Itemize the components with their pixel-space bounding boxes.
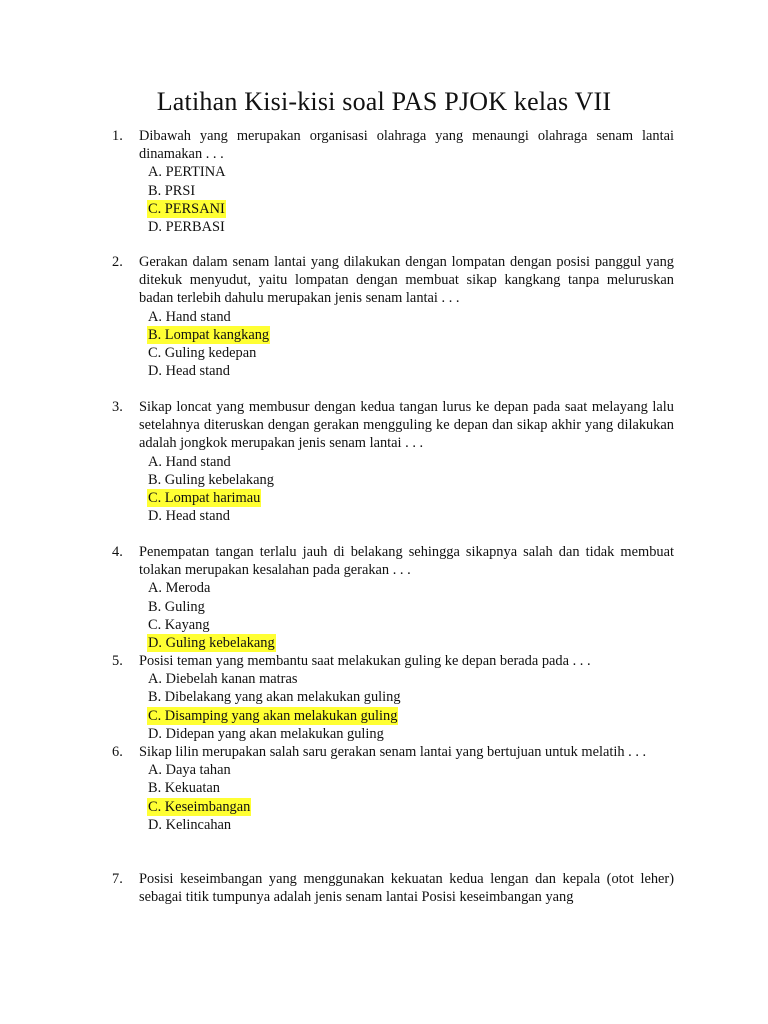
options-list	[147, 163, 674, 236]
option-d	[147, 507, 674, 525]
options-list	[147, 453, 674, 526]
highlighted-answer: C. PERSANI	[148, 200, 225, 217]
option-b-answer	[147, 326, 674, 344]
question-number: 1.	[112, 128, 123, 144]
question-2	[112, 253, 674, 380]
option-d	[147, 218, 674, 236]
question-3	[112, 398, 674, 525]
option-text: B. Dibelakang yang akan melakukan guling	[148, 689, 401, 706]
option-text: A. Hand stand	[148, 453, 231, 470]
highlighted-answer: C. Keseimbangan	[148, 798, 251, 815]
option-c-answer	[147, 489, 674, 507]
question-4	[112, 543, 674, 652]
option-text: B. PRSI	[148, 182, 196, 199]
options-list	[147, 670, 674, 743]
option-text: B. Guling kebelakang	[148, 471, 274, 488]
option-b	[147, 598, 674, 616]
option-text: C. Kayang	[148, 616, 210, 633]
option-text: C. Guling kedepan	[148, 344, 257, 361]
option-a	[147, 670, 674, 688]
question-number: 5.	[112, 653, 123, 669]
option-a	[147, 453, 674, 471]
option-c	[147, 616, 674, 634]
question-number: 4.	[112, 544, 123, 560]
question-7	[112, 870, 674, 906]
option-a	[147, 308, 674, 326]
options-list	[147, 308, 674, 381]
highlighted-answer: D. Guling kebelakang	[148, 634, 275, 651]
question-number: 7.	[112, 871, 123, 887]
option-b	[147, 182, 674, 200]
question-text: Posisi teman yang membantu saat melakukan guling ke depan berada pada . . .	[139, 653, 591, 669]
option-c-answer	[147, 707, 674, 725]
question-text: Posisi keseimbangan yang menggunakan kekuatan kedua lengan dan kepala (otot leher) sebagai titik tumpunya adalah jenis senam lantai Posisi keseimbangan yang	[139, 871, 674, 906]
document-title: Latihan Kisi-kisi soal PAS PJOK kelas VII	[156, 87, 612, 116]
option-c	[147, 344, 674, 362]
question-number: 6.	[112, 744, 123, 760]
option-b	[147, 688, 674, 706]
question-text: Sikap loncat yang membusur dengan kedua tangan lurus ke depan pada saat melayang lalu setelahnya diteruskan dengan gerakan mengguling ke depan dan sikap akhir yang dilakukan adalah jongkok merupakan jenis senam lantai . . .	[139, 399, 674, 452]
question-number: 3.	[112, 399, 123, 415]
highlighted-answer: C. Lompat harimau	[148, 489, 261, 506]
options-list	[147, 761, 674, 834]
option-d	[147, 816, 674, 834]
highlighted-answer: C. Disamping yang akan melakukan guling	[148, 707, 398, 724]
option-text: A. Hand stand	[148, 308, 231, 325]
option-c-answer	[147, 798, 674, 816]
option-b	[147, 779, 674, 797]
option-a	[147, 761, 674, 779]
option-text: D. Didepan yang akan melakukan guling	[148, 725, 384, 742]
option-d	[147, 362, 674, 380]
option-text: B. Guling	[148, 598, 205, 615]
option-a	[147, 579, 674, 597]
option-text: A. Daya tahan	[148, 762, 231, 779]
option-c-answer	[147, 200, 674, 218]
option-text: D. Head stand	[148, 508, 230, 525]
question-text: Gerakan dalam senam lantai yang dilakukan dengan lompatan dengan posisi panggul yang ditekuk menyudut, yaitu lompatan dengan membuat sikap kangkang tanpa meluruskan badan terlebih dahulu merupakan jenis senam lantai . . .	[139, 254, 674, 307]
question-number: 2.	[112, 254, 123, 270]
question-6	[112, 743, 674, 834]
option-text: A. Meroda	[148, 580, 211, 597]
option-text: A. Diebelah kanan matras	[148, 671, 298, 688]
question-1	[112, 127, 674, 236]
question-text: Dibawah yang merupakan organisasi olahraga yang menaungi olahraga senam lantai dinamakan . . .	[139, 128, 674, 163]
option-text: D. Head stand	[148, 363, 230, 380]
question-text: Penempatan tangan terlalu jauh di belakang sehingga sikapnya salah dan tidak membuat tolakan merupakan kesalahan pada gerakan . . .	[139, 544, 674, 579]
question-5	[112, 652, 674, 743]
options-list	[147, 579, 674, 652]
question-text: Sikap lilin merupakan salah saru gerakan senam lantai yang bertujuan untuk melatih . . .	[139, 744, 647, 760]
option-text: A. PERTINA	[148, 164, 226, 181]
option-text: D. Kelincahan	[148, 816, 232, 833]
option-text: B. Kekuatan	[148, 780, 220, 797]
option-b	[147, 471, 674, 489]
highlighted-answer: B. Lompat kangkang	[148, 326, 270, 343]
option-a	[147, 163, 674, 181]
option-text: D. PERBASI	[148, 218, 225, 235]
option-d-answer	[147, 634, 674, 652]
option-d	[147, 725, 674, 743]
